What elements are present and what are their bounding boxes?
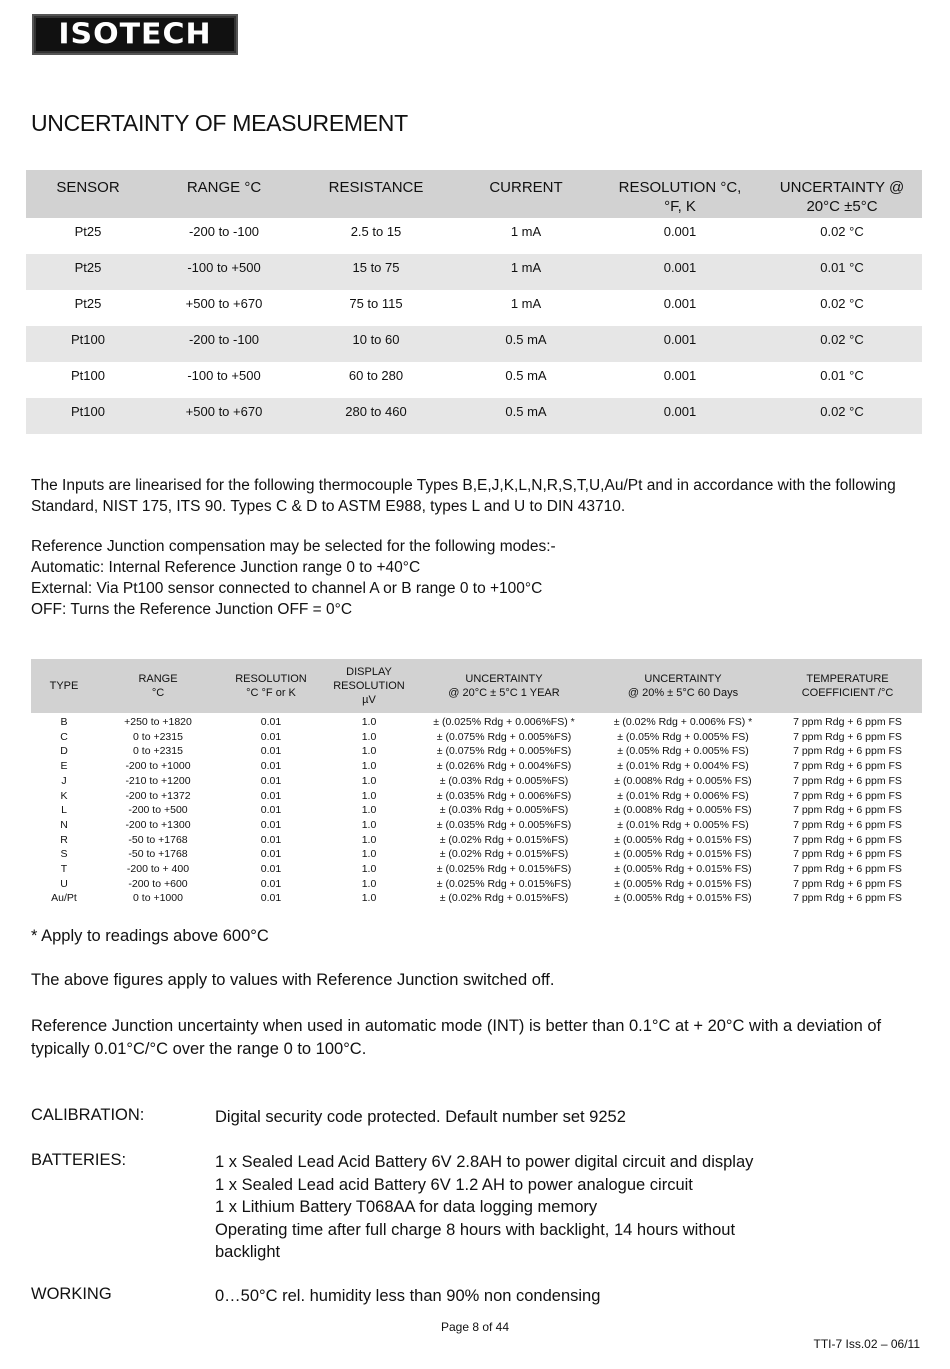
table-cell: ± (0.02% Rdg + 0.015%FS) (439, 848, 569, 861)
header-line: TYPE (49, 680, 79, 692)
table-cell: 0.001 (598, 398, 762, 434)
table-cell: 7 ppm Rdg + 6 ppm FS (793, 804, 902, 817)
header-cell: RESISTANCE (298, 170, 454, 218)
table-cell: 0 to +2315 (133, 745, 183, 758)
table-row (31, 818, 922, 833)
table-cell: 0.001 (663, 368, 697, 383)
table-cell: 0.01 (260, 745, 282, 758)
table-cell: ± (0.01% Rdg + 0.005% FS) (617, 818, 749, 831)
table-cell: ± (0.025% Rdg + 0.006%FS) * (433, 716, 575, 728)
table-cell: ± (0.035% Rdg + 0.006%FS) (436, 789, 572, 802)
table-cell: 7 ppm Rdg + 6 ppm FS (793, 863, 902, 876)
batteries-label: BATTERIES: (31, 1151, 127, 1169)
table-cell: 0 to +2315 (133, 730, 183, 743)
table-cell: -100 to +500 (187, 368, 261, 383)
table-cell: 1 mA (510, 296, 542, 311)
table-cell: 1.0 (361, 877, 377, 890)
table-cell: 7 ppm Rdg + 6 ppm FS (793, 892, 902, 905)
header-cell (593, 659, 773, 713)
header-line: UNCERTAINTY (644, 673, 722, 685)
table-cell: 0.01 (260, 892, 282, 905)
page-number: Page 8 of 44 (440, 1320, 510, 1334)
table-cell: ± (0.008% Rdg + 0.005% FS) (614, 804, 752, 817)
table-cell: 0.02 °C (820, 224, 864, 239)
table-cell: 0.001 (663, 296, 697, 311)
table-cell: -200 to +1000 (125, 760, 191, 773)
ref-junction-intro: Reference Junction compensation may be selected for the following modes:- (31, 538, 556, 555)
table-cell: 0.01 (260, 863, 282, 876)
table-cell: 0 to +1000 (133, 892, 183, 905)
table-cell: -200 to +1300 (125, 818, 191, 831)
header-line: COEFFICIENT /°C (801, 687, 894, 699)
table-cell: 1.0 (361, 863, 377, 876)
table-row (31, 891, 922, 906)
table-cell: 1.0 (361, 833, 377, 846)
isotech-logo (32, 14, 238, 55)
table-cell: 15 to 75 (298, 254, 454, 290)
header-cell (31, 659, 97, 713)
table-cell: ± (0.026% Rdg + 0.004%FS) (436, 760, 572, 773)
header-line: @ 20°C ± 5°C 1 YEAR (448, 687, 560, 699)
table-cell: 7 ppm Rdg + 6 ppm FS (793, 818, 902, 831)
table-cell: 0.5 mA (505, 368, 547, 383)
header-line: DISPLAY (346, 666, 392, 678)
table-cell: ± (0.03% Rdg + 0.005%FS) (439, 774, 569, 787)
table-cell: R (60, 833, 68, 846)
table-cell: 0.01 (260, 848, 282, 861)
table-cell: 1.0 (361, 848, 377, 861)
header-line: °C (151, 687, 165, 699)
table-cell: B (60, 716, 68, 728)
inputs-paragraph: The Inputs are linearised for the following thermocouple Types B,E,J,K,L,N,R,S,T,U,Au/Pt and in accordance with the following Standard, NIST 175, ITS 90. Types C & D to ASTM E988, types L and U to DIN 43710. (31, 477, 896, 515)
table-cell: 280 to 460 (298, 398, 454, 434)
header-cell (415, 659, 593, 713)
table-cell: 0.01 (260, 789, 282, 802)
table-cell: ± (0.005% Rdg + 0.015% FS) (614, 848, 752, 861)
table-row (31, 789, 922, 804)
table-cell: Pt100 (26, 326, 150, 362)
table-cell: Pt25 (74, 296, 102, 311)
table-cell: 0.01 (260, 760, 282, 773)
table-cell: ± (0.02% Rdg + 0.006% FS) * (613, 716, 753, 728)
table-row (26, 362, 922, 398)
table-cell: U (60, 877, 68, 890)
table-cell: -50 to +1768 (128, 833, 188, 846)
table-cell: -200 to +600 (128, 877, 188, 890)
table-cell: ± (0.075% Rdg + 0.005%FS) (436, 730, 572, 743)
battery-line: 1 x Sealed Lead acid Battery 6V 1.2 AH to power analogue circuit (215, 1175, 693, 1194)
table-cell: Au/Pt (51, 892, 77, 905)
table-row (31, 730, 922, 745)
header-cell: UNCERTAINTY @ 20°C ±5°C (762, 170, 922, 218)
table-cell: ± (0.025% Rdg + 0.015%FS) (436, 877, 572, 890)
table-cell: Pt100 (71, 368, 105, 383)
table-cell: ± (0.01% Rdg + 0.004% FS) (617, 760, 749, 773)
table-cell: 0.01 (260, 774, 282, 787)
document-reference: TTI-7 Iss.02 – 06/11 (813, 1337, 920, 1351)
table-cell: +500 to +670 (150, 398, 298, 434)
table-cell: D (60, 745, 68, 758)
table-cell: 1.0 (361, 804, 377, 817)
table-cell: 0.01 (260, 804, 282, 817)
table-cell: 7 ppm Rdg + 6 ppm FS (793, 760, 902, 773)
batteries-list (215, 1151, 785, 1264)
table-cell: ± (0.005% Rdg + 0.015% FS) (614, 863, 752, 876)
table-cell: 7 ppm Rdg + 6 ppm FS (793, 730, 902, 743)
table-cell: 1.0 (361, 745, 377, 758)
table-cell: 7 ppm Rdg + 6 ppm FS (793, 716, 902, 728)
table-cell: ± (0.01% Rdg + 0.006% FS) (617, 789, 749, 802)
header-cell (323, 659, 415, 713)
table-cell: Pt25 (26, 254, 150, 290)
header-line: RANGE (138, 673, 178, 685)
working-value: 0…50°C rel. humidity less than 90% non condensing (215, 1287, 601, 1305)
table-cell: 1.0 (361, 760, 377, 773)
table-cell: K (60, 789, 68, 802)
ref-junction-external: External: Via Pt100 sensor connected to channel A or B range 0 to +100°C (31, 580, 543, 597)
table-row (31, 774, 922, 789)
table-cell: 1 mA (454, 254, 598, 290)
table-row (31, 744, 922, 759)
table-cell: 0.01 (260, 716, 282, 728)
header-line: °C °F or K (246, 687, 296, 699)
table-row (31, 862, 922, 877)
battery-line: 1 x Lithium Battery T068AA for data logging memory (215, 1198, 598, 1216)
table-cell: 0.001 (663, 224, 697, 239)
working-label: WORKING (31, 1285, 112, 1303)
header-line: UNCERTAINTY (465, 673, 543, 685)
table-cell: ± (0.075% Rdg + 0.005%FS) (436, 745, 572, 758)
table-cell: 0.5 mA (454, 326, 598, 362)
ref-uncertainty-note: Reference Junction uncertainty when used in automatic mode (INT) is better than 0.1°C at + 20°C with a deviation of typically 0.01°C/°C over the range 0 to 100°C. (31, 1017, 882, 1058)
ref-off-note: The above figures apply to values with Reference Junction switched off. (31, 971, 555, 989)
table-cell: 0.01 °C (820, 368, 864, 383)
table-cell: 7 ppm Rdg + 6 ppm FS (793, 745, 902, 758)
battery-line: 1 x Sealed Lead Acid Battery 6V 2.8AH to power digital circuit and display (215, 1153, 754, 1171)
battery-line: Operating time after full charge 8 hours with backlight, 14 hours without backlight (215, 1220, 736, 1261)
header-line: RESOLUTION (333, 680, 405, 692)
table-cell: L (61, 804, 67, 817)
table-row (26, 398, 922, 434)
sensor-table-header (26, 170, 922, 218)
table-row (31, 715, 922, 730)
thermocouple-table (31, 659, 922, 906)
table-cell: ± (0.005% Rdg + 0.015% FS) (614, 892, 752, 905)
table-cell: 0.01 (260, 730, 282, 743)
calibration-value: Digital security code protected. Default number set 9252 (215, 1108, 626, 1126)
header-cell: RANGE °C (150, 170, 298, 218)
table-cell: Pt25 (74, 224, 102, 239)
logo-text: ISOTECH (58, 17, 212, 52)
table-cell: 0.02 °C (820, 296, 864, 311)
table-cell: 10 to 60 (298, 326, 454, 362)
header-line: @ 20% ± 5°C 60 Days (627, 687, 739, 699)
table-cell: C (60, 730, 68, 743)
table-cell: 0.01 (260, 877, 282, 890)
header-cell: CURRENT (454, 170, 598, 218)
table-cell: +500 to +670 (185, 296, 263, 311)
table-row (26, 326, 922, 362)
table-cell: 0.02 °C (762, 398, 922, 434)
asterisk-note: * Apply to readings above 600°C (31, 927, 269, 945)
table-cell: 0.001 (598, 326, 762, 362)
ref-junction-off: OFF: Turns the Reference Junction OFF = 0°C (31, 601, 353, 618)
table-cell: ± (0.005% Rdg + 0.015% FS) (614, 833, 752, 846)
page-title: UNCERTAINTY OF MEASUREMENT (31, 110, 408, 136)
table-cell: -210 to +1200 (125, 774, 191, 787)
table-cell: 2.5 to 15 (350, 224, 402, 239)
table-cell: 1.0 (361, 818, 377, 831)
table-cell: 1.0 (361, 716, 377, 728)
table-cell: Pt100 (26, 398, 150, 434)
table-cell: 0.01 °C (762, 254, 922, 290)
table-cell: N (60, 818, 68, 831)
header-cell (97, 659, 219, 713)
table-cell: ± (0.005% Rdg + 0.015% FS) (614, 877, 752, 890)
table-cell: 1.0 (361, 730, 377, 743)
table-cell: 1.0 (361, 789, 377, 802)
table-cell: -50 to +1768 (128, 848, 188, 861)
header-cell (219, 659, 323, 713)
table-cell: 1.0 (361, 892, 377, 905)
table-cell: ± (0.02% Rdg + 0.015%FS) (439, 892, 569, 905)
table-cell: 1.0 (361, 774, 377, 787)
header-line: RESOLUTION (235, 673, 307, 685)
table-cell: 0.001 (598, 254, 762, 290)
table-row (31, 847, 922, 862)
ref-junction-automatic: Automatic: Internal Reference Junction range 0 to +40°C (31, 559, 421, 576)
table-cell: ± (0.008% Rdg + 0.005% FS) (614, 774, 752, 787)
calibration-label: CALIBRATION: (31, 1106, 145, 1124)
table-cell: 60 to 280 (348, 368, 404, 383)
table-row (31, 803, 922, 818)
table-row (26, 290, 922, 326)
table-row (31, 759, 922, 774)
table-row (26, 218, 922, 254)
table-cell: 7 ppm Rdg + 6 ppm FS (793, 833, 902, 846)
table-cell: -200 to +1372 (125, 789, 191, 802)
table-cell: E (60, 760, 68, 773)
table-cell: ± (0.035% Rdg + 0.005%FS) (436, 818, 572, 831)
table-cell: -200 to + 400 (126, 863, 190, 876)
table-cell: 7 ppm Rdg + 6 ppm FS (793, 789, 902, 802)
table-cell: -200 to -100 (150, 326, 298, 362)
table-cell: 0.01 (260, 833, 282, 846)
table-cell: ± (0.03% Rdg + 0.005%FS) (439, 804, 569, 817)
table-cell: J (61, 774, 67, 787)
table-cell: 1 mA (510, 224, 542, 239)
table-cell: 0.01 (260, 818, 282, 831)
table-cell: ± (0.025% Rdg + 0.015%FS) (436, 863, 572, 876)
table-cell: 75 to 115 (349, 296, 403, 311)
thermocouple-table-header (31, 659, 922, 713)
header-cell: RESOLUTION °C, °F, K (598, 170, 762, 218)
table-cell: T (60, 863, 68, 876)
table-cell: 7 ppm Rdg + 6 ppm FS (793, 774, 902, 787)
header-cell: SENSOR (26, 170, 150, 218)
table-cell: S (60, 848, 68, 861)
header-line: TEMPERATURE (806, 673, 889, 685)
table-cell: +250 to +1820 (124, 716, 192, 728)
table-cell: ± (0.02% Rdg + 0.015%FS) (439, 833, 569, 846)
table-cell: -200 to +500 (128, 804, 188, 817)
table-cell: 7 ppm Rdg + 6 ppm FS (793, 848, 902, 861)
table-cell: -200 to -100 (188, 224, 260, 239)
table-cell: 0.5 mA (454, 398, 598, 434)
table-cell: -100 to +500 (150, 254, 298, 290)
sensor-table (26, 170, 922, 434)
header-line: µV (362, 694, 376, 706)
table-row (26, 254, 922, 290)
table-row (31, 833, 922, 848)
table-cell: ± (0.05% Rdg + 0.005% FS) (617, 730, 749, 743)
table-row (31, 877, 922, 892)
table-cell: 0.02 °C (762, 326, 922, 362)
header-cell (773, 659, 922, 713)
table-cell: ± (0.05% Rdg + 0.005% FS) (617, 745, 749, 758)
table-cell: 7 ppm Rdg + 6 ppm FS (793, 877, 902, 890)
